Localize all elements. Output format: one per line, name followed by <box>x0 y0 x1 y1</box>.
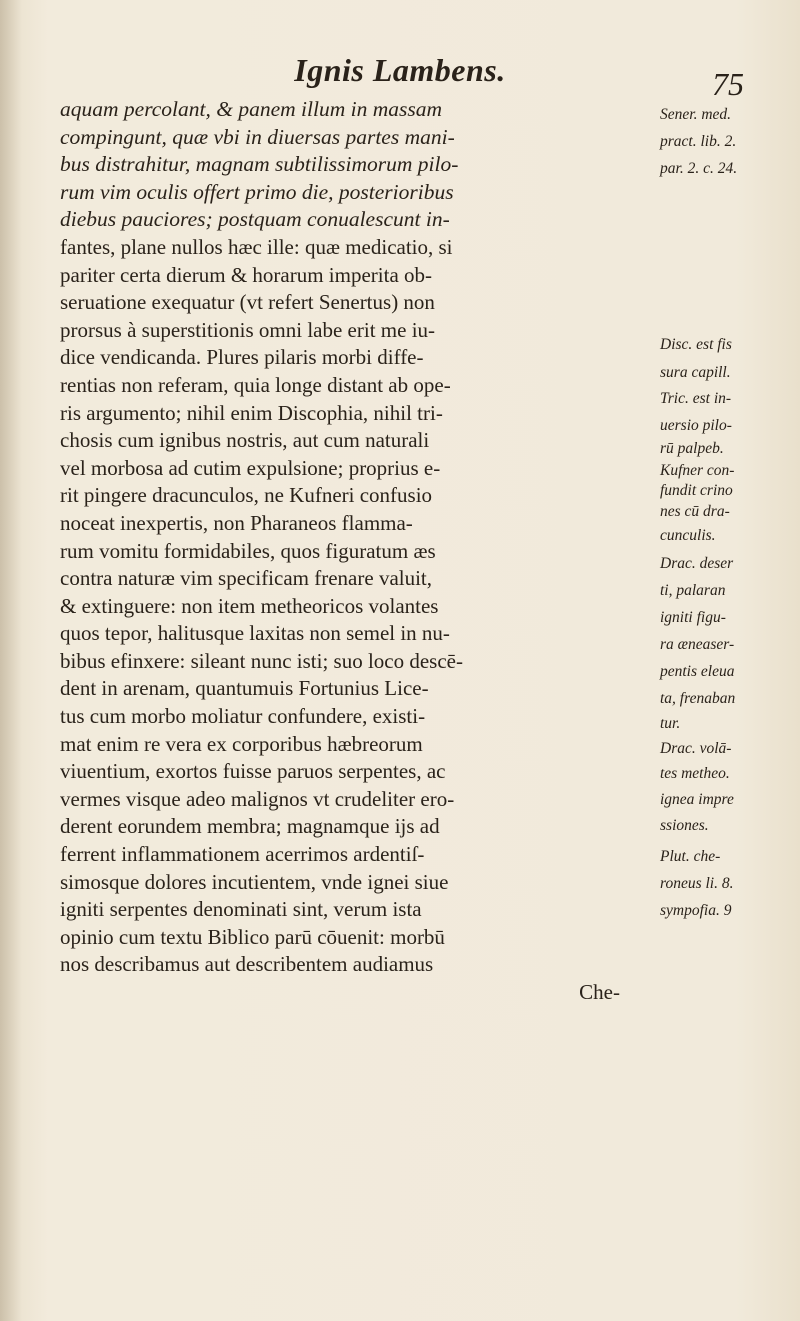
text-line: noceat inexpertis, non Pharaneos flamma- <box>60 510 413 535</box>
margin-note: ta, frenaban <box>660 690 736 707</box>
text-line: viuentium, exortos fuisse paruos serpentes, ac <box>60 759 446 784</box>
margin-note: Sener. med. <box>660 106 732 123</box>
text-line: rum vim oculis offert primo die, posterioribus <box>60 179 454 204</box>
gutter-shadow <box>0 0 22 1321</box>
text-line: simosque dolores incutientem, vnde ignei siue <box>60 869 449 894</box>
text-line: vermes visque adeo malignos vt crudeliter ero- <box>60 786 455 811</box>
margin-note: par. 2. c. 24. <box>660 160 738 177</box>
text-line: & extinguere: non item metheoricos volantes <box>60 593 439 618</box>
margin-note: cunculis. <box>660 527 716 544</box>
text-line: ferrent inflammationem acerrimos ardentiſ- <box>60 842 425 867</box>
margin-note: ssiones. <box>660 817 709 834</box>
margin-note: Kufner con- <box>660 462 735 479</box>
margin-note: tes metheo. <box>660 765 730 782</box>
margin-note: rū palpeb. <box>660 440 724 457</box>
margin-note: Drac. deser <box>660 555 734 572</box>
margin-note: uersio pilo- <box>660 417 732 434</box>
margin-note: igniti figu- <box>660 609 726 626</box>
text-line: tus cum morbo moliatur confundere, existi- <box>60 704 426 729</box>
text-line: rentias non referam, quia longe distant ab ope- <box>60 372 451 397</box>
margin-note: Plut. che- <box>660 848 721 865</box>
text-line: rit pingere dracunculos, ne Kufneri confusio <box>60 483 433 508</box>
main-text-column <box>60 96 650 1007</box>
text-line: rum vomitu formidabiles, quos figuratum æs <box>60 538 436 563</box>
margin-note: nes cū dra- <box>660 503 730 520</box>
margin-note: pract. lib. 2. <box>660 133 737 150</box>
text-line: igniti serpentes denominati sint, verum ista <box>60 897 422 922</box>
text-line: mat enim re vera ex corporibus hæbreorum <box>60 731 423 756</box>
margin-note: Disc. est fis <box>660 336 732 353</box>
text-line: fantes, plane nullos hæc ille: quæ medicatio, si <box>60 234 453 259</box>
text-line: seruatione exequatur (vt refert Senertus) non <box>60 290 435 315</box>
margin-note: Tric. est in- <box>660 390 732 407</box>
margin-note: roneus li. 8. <box>660 875 734 892</box>
text-line: quos tepor, halitusque laxitas non semel in nu- <box>60 621 450 646</box>
text-line: bus distrahitur, magnam subtilissimorum pilo- <box>60 152 459 177</box>
text-line: chosis cum ignibus nostris, aut cum naturali <box>60 428 430 453</box>
text-line: pariter certa dierum & horarum imperita ob- <box>60 262 433 287</box>
text-line: nos describamus aut describentem audiamus <box>60 952 434 977</box>
text-line: opinio cum textu Biblico parū cōuenit: morbū <box>60 924 445 949</box>
margin-note: ti, palaran <box>660 582 726 599</box>
text-line: contra naturæ vim specificam frenare valuit, <box>60 566 433 591</box>
text-line: dice vendicanda. Plures pilaris morbi diffe- <box>60 345 424 370</box>
margin-note: ra æneaser- <box>660 636 735 653</box>
text-line: prorsus à superstitionis omni labe erit me iu- <box>60 317 436 342</box>
text-line: dent in arenam, quantumuis Fortunius Lice- <box>60 676 429 701</box>
margin-note: fundit crino <box>660 482 733 499</box>
margin-note: Drac. volā- <box>660 740 732 757</box>
text-line: bibus efinxere: sileant nunc isti; suo loco descē- <box>60 648 463 673</box>
text-line: derent eorundem membra; magnamque ijs ad <box>60 814 440 839</box>
margin-note: pentis eleua <box>660 663 735 680</box>
margin-note: sura capill. <box>660 364 731 381</box>
page-number: 75 <box>712 66 744 102</box>
margin-note: sympofia. 9 <box>660 902 732 919</box>
running-title: Ignis Lambens. <box>294 52 506 88</box>
text-line: vel morbosa ad cutim expulsione; proprius e- <box>60 455 441 480</box>
text-line: ris argumento; nihil enim Discophia, nihil tri- <box>60 400 443 425</box>
text-line: aquam percolant, & panem illum in massam <box>60 97 443 121</box>
catchword: Che- <box>579 980 620 1004</box>
margin-note: tur. <box>660 715 681 732</box>
text-line: compingunt, quæ vbi in diuersas partes mani- <box>60 124 455 149</box>
text-line: diebus pauciores; postquam conualescunt in- <box>60 207 450 232</box>
margin-note: ignea impre <box>660 791 734 808</box>
